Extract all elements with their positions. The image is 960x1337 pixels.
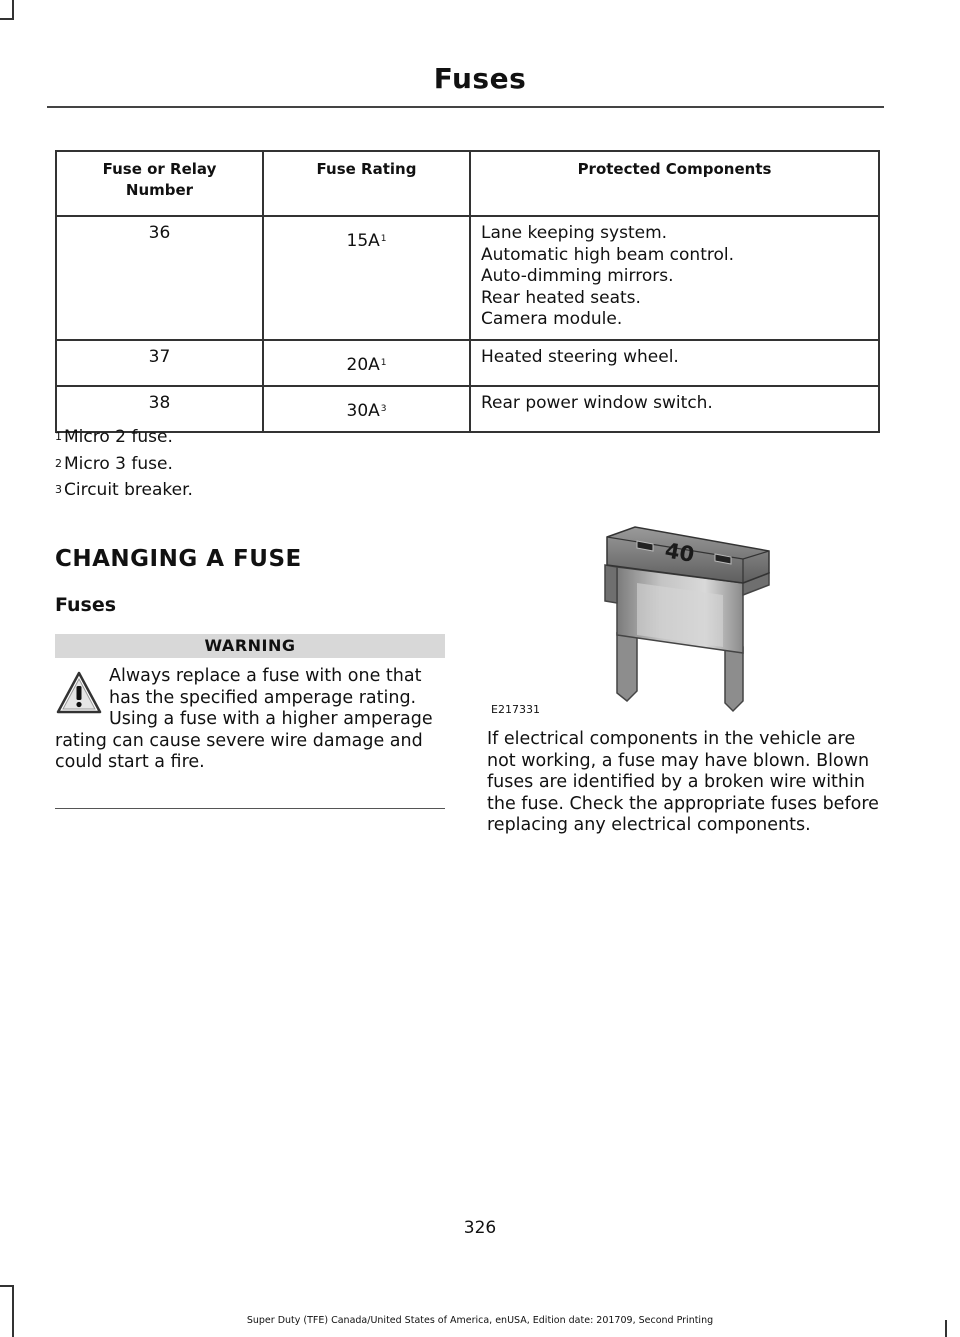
fuse-number: 38 <box>56 386 263 432</box>
footnote-text: Micro 2 fuse. <box>64 427 173 447</box>
footnote-text: Micro 3 fuse. <box>64 453 173 474</box>
protected-components <box>470 340 879 386</box>
warning-text: Always replace a fuse with one that has the specified amperage rating. Using a fuse with a higher amperage rating can cause severe wire damage and could start a fire. <box>55 666 433 772</box>
page-number: 326 <box>463 1218 497 1238</box>
table-header-row <box>56 151 879 216</box>
component-item: Lane keeping system. <box>481 223 668 243</box>
body-paragraph: If electrical components in the vehicle are not working, a fuse may have blown. Blown fuses are identified by a broken wire within the fuse. Check the appropriate fuses before replacing any electrical components. <box>487 729 879 835</box>
component-item: Auto-dimming mirrors. <box>481 266 674 286</box>
crop-mark <box>0 1285 14 1287</box>
crop-mark <box>12 1285 14 1337</box>
fuse-table <box>55 150 880 433</box>
component-item: Rear heated seats. <box>481 287 641 308</box>
footnote-mark: 1 <box>55 430 62 443</box>
page-title: Fuses <box>433 62 527 95</box>
footnote-mark: 2 <box>55 456 62 470</box>
warning-box <box>55 634 445 774</box>
crop-mark <box>12 0 14 20</box>
footnote-ref: 1 <box>380 234 387 244</box>
footnote-ref: 1 <box>380 357 387 368</box>
component-item: Heated steering wheel. <box>481 346 679 367</box>
column-header-number: Fuse or Relay Number <box>56 151 263 216</box>
fuse-figure <box>487 525 777 720</box>
warning-divider <box>55 808 445 809</box>
fuse-rating <box>263 216 470 340</box>
edition-footer: Super Duty (TFE) Canada/United States of America, enUSA, Edition date: 201709, Second Printing <box>246 1315 714 1326</box>
column-header-components: Protected Components <box>470 151 879 216</box>
column-header-rating: Fuse Rating <box>263 151 470 216</box>
fuse-illustration <box>487 525 777 720</box>
footnote <box>55 424 193 451</box>
warning-triangle-icon <box>55 670 103 716</box>
fuse-rating <box>263 386 470 432</box>
table-row <box>56 340 879 386</box>
sub-heading: Fuses <box>55 594 117 616</box>
component-item: Automatic high beam control. <box>481 244 735 265</box>
rating-value: 15A <box>346 231 380 251</box>
table-row <box>56 216 879 340</box>
rating-value: 20A <box>346 354 380 375</box>
footnote-text: Circuit breaker. <box>64 480 193 500</box>
protected-components <box>470 216 879 340</box>
footnote-ref: 3 <box>380 403 387 414</box>
crop-mark <box>0 18 14 20</box>
footnote <box>55 451 193 478</box>
footnotes <box>55 424 193 504</box>
protected-components <box>470 386 879 432</box>
rating-value: 30A <box>346 400 380 421</box>
fuse-number: 37 <box>56 340 263 386</box>
fuse-rating <box>263 340 470 386</box>
fuse-number: 36 <box>56 216 263 340</box>
fuse-rating-label: 40 <box>663 538 697 567</box>
section-heading: CHANGING A FUSE <box>55 546 302 572</box>
component-item: Rear power window switch. <box>481 392 713 413</box>
figure-id: E217331 <box>491 703 540 716</box>
component-item: Camera module. <box>481 309 623 329</box>
title-divider <box>47 106 884 108</box>
footnote <box>55 477 193 504</box>
footnote-mark: 3 <box>55 483 62 496</box>
warning-label: WARNING <box>55 634 445 658</box>
warning-body <box>55 666 445 774</box>
